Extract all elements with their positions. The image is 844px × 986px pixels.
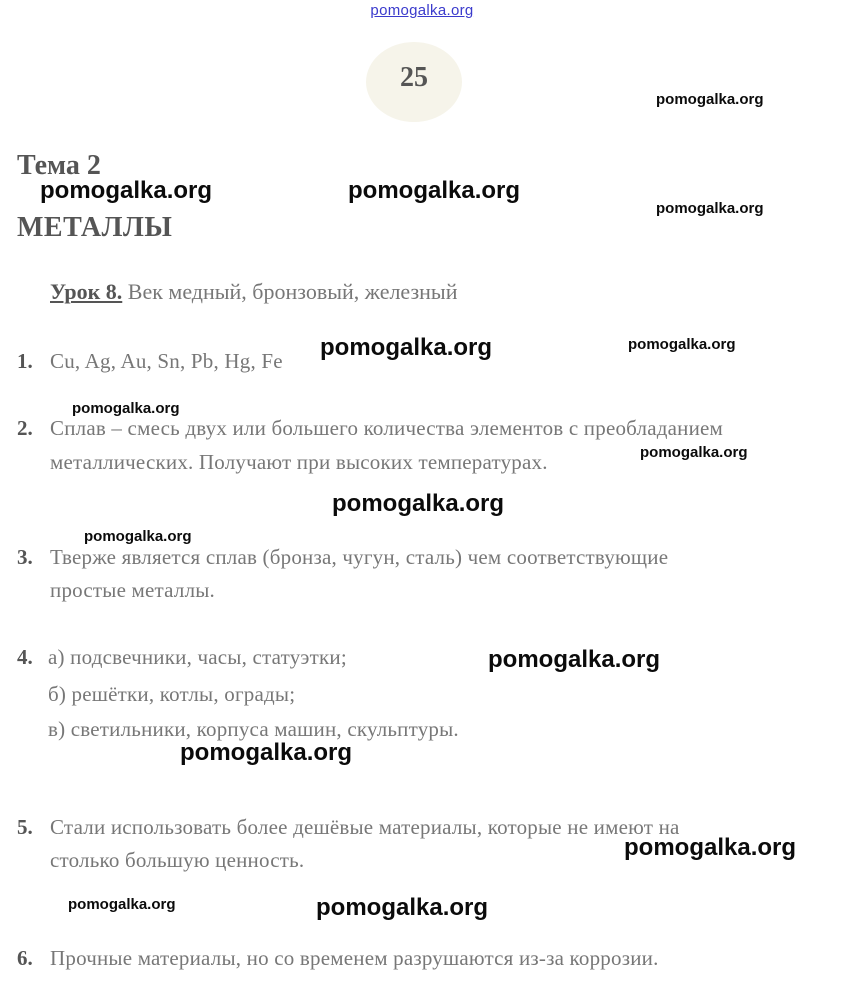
answer-number: 1. [17, 349, 33, 373]
watermark: pomogalka.org [628, 336, 736, 353]
watermark: pomogalka.org [180, 739, 353, 766]
answer-number: 4. [17, 645, 33, 669]
answer-number: 5. [17, 815, 33, 839]
chapter-title: МЕТАЛЛЫ [17, 212, 173, 243]
answer-number: 6. [17, 946, 33, 970]
watermark: pomogalka.org [656, 91, 764, 108]
answer-line: Стали использовать более дешёвые материалы, которые не имеют на [50, 815, 680, 839]
answer-line: а) подсвечники, часы, статуэтки; [48, 645, 347, 669]
watermark: pomogalka.org [68, 896, 176, 913]
answer-line: в) светильники, корпуса машин, скульптуры. [48, 717, 459, 741]
answer-line: столько большую ценность. [50, 848, 305, 872]
lesson-label: Урок 8. [50, 279, 123, 304]
answer-line: Прочные материалы, но со временем разрушаются из-за коррозии. [50, 946, 659, 970]
watermark: pomogalka.org [656, 200, 764, 217]
answer-line: Сплав – смесь двух или большего количества элементов с преобладанием [50, 416, 724, 440]
watermark: pomogalka.org [320, 334, 493, 361]
page-number: 25 [400, 62, 428, 93]
answer-line: простые металлы. [50, 578, 216, 602]
answer-line: Cu, Ag, Au, Sn, Pb, Hg, Fe [50, 349, 283, 373]
watermark: pomogalka.org [624, 834, 797, 861]
watermark: pomogalka.org [488, 646, 661, 673]
lesson-heading [50, 279, 458, 305]
answer-line: металлических. Получают при высоких температурах. [50, 450, 548, 474]
lesson-title: Век медный, бронзовый, железный [127, 279, 458, 304]
watermark: pomogalka.org [316, 894, 489, 921]
watermark: pomogalka.org [348, 177, 521, 204]
answer-number: 2. [17, 416, 33, 440]
theme-heading: Тема 2 [17, 150, 101, 181]
watermark: pomogalka.org [332, 490, 505, 517]
watermark: pomogalka.org [640, 444, 748, 461]
answer-line: Тверже является сплав (бронза, чугун, сталь) чем соответствующие [50, 545, 669, 569]
watermark: pomogalka.org [84, 528, 192, 545]
answer-number: 3. [17, 545, 33, 569]
answer-line: б) решётки, котлы, ограды; [48, 682, 296, 706]
watermark: pomogalka.org [72, 400, 180, 417]
site-link[interactable]: pomogalka.org [370, 2, 474, 19]
watermark: pomogalka.org [40, 177, 213, 204]
